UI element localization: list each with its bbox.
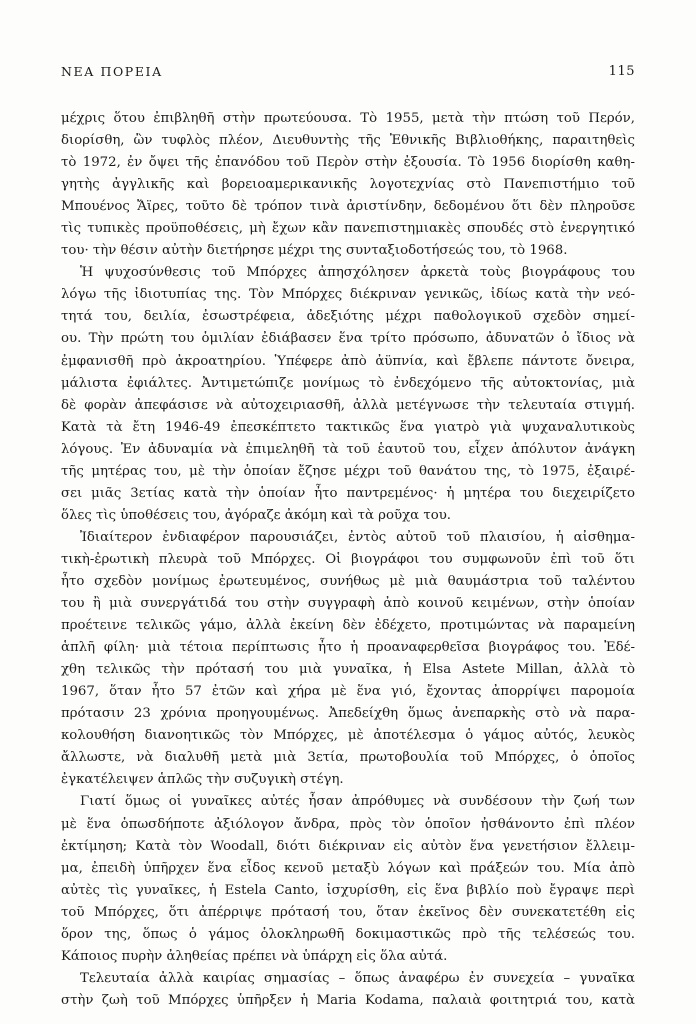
- text-line: ἁπλῆ φίλη· μιὰ τέτοια περίπτωσις ἦτο ἡ προαναφερθεῖσα βιογράφος του. Ἐδέ-: [61, 640, 635, 656]
- text-line: του· τὴν θέσιν αὐτὴν διετήρησε μέχρι της συνταξιοδοτήσεώς του, τὸ 1968.: [61, 243, 568, 259]
- text-line: ἐμφανισθῆ πρὸ ἀκροατηρίου. Ὑπέφερε ἀπὸ ἀϋπνία, καὶ ἔβλεπε πάντοτε ὄνειρα,: [61, 353, 635, 369]
- text-line: στὴν ζωὴ τοῦ Μπόρχες ὑπῆρξεν ἡ Maria Kodama, παλαιὰ φοιτητριά του, κατὰ: [61, 992, 635, 1008]
- text-line: τοῦ Μπόρχες, ὅτι ἀπέρριψε πρότασή του, ὅταν ἐκεῖνος δὲν συνεκατετέθη εἰς: [61, 904, 635, 920]
- text-line: αὐτὲς τὶς γυναῖκες, ἡ Estela Canto, ἰσχυρίσθη, εἰς ἕνα βιβλίο ποὺ ἔγραψε περὶ: [61, 882, 635, 898]
- text-line: δὲ φορὰν ἀπεφάσισε νὰ αὐτοχειριασθῆ, ἀλλὰ μετέγνωσε τὴν τελευταία στιγμή.: [61, 397, 635, 413]
- text-line: σει μιᾶς 3ετίας κατὰ τὴν ὁποίαν ἦτο παντρεμένος· ἡ μητέρα του διεχειρίζετο: [61, 485, 635, 501]
- text-line: Κατὰ τὰ ἔτη 1946-49 ἐπεσκέπτετο τακτικῶς ἕνα γιατρὸ γιὰ ψυχαναλυτικοὺς: [61, 419, 635, 435]
- text-line: ου. Τὴν πρώτη του ὁμιλίαν ἐδιάβασεν ἕνα τρίτο πρόσωπο, ἀδυνατῶν ὁ ἴδιος νὰ: [61, 331, 635, 347]
- text-line: ἐκτίμηση; Κατὰ τὸν Woodall, διότι διέκριναν εἰς αὐτὸν ἕνα γενετήσιον ἔλλειμ-: [61, 838, 635, 854]
- text-line: μάλιστα ἐφιάλτες. Ἀντιμετώπιζε μονίμως τὸ ἐνδεχόμενο τῆς αὐτοκτονίας, μιὰ: [61, 375, 635, 391]
- text-line: ἐγκατέλειψεν ἁπλῶς τὴν συζυγικὴ στέγη.: [61, 772, 344, 788]
- text-line: προέτεινε τελικῶς γάμο, ἀλλὰ ἐκείνη δὲν ἐδέχετο, προτιμώντας νὰ παραμείνη: [61, 618, 635, 634]
- text-line: Κάποιος πυρὴν ἀληθείας πρέπει νὰ ὑπάρχη εἰς ὅλα αὐτά.: [61, 948, 448, 964]
- page-header: [61, 64, 635, 84]
- text-line: μὲ ἕνα ὁπωσδήποτε ἀξιόλογον ἄνδρα, πρὸς τὸν ὁποῖον ἠσθάνοντο ἐπὶ πλέον: [61, 816, 635, 832]
- text-line: μα, ἐπειδὴ ὑπῆρχεν ἕνα εἶδος κενοῦ μεταξὺ λόγων καὶ πράξεών του. Μία ἀπὸ: [61, 860, 635, 876]
- text-line: γητὴς ἀγγλικῆς καὶ βορειοαμερικανικῆς λογοτεχνίας στὸ Πανεπιστήμιο τοῦ: [61, 177, 635, 193]
- text-line: τὸ 1972, ἐν ὄψει τῆς ἐπανόδου τοῦ Περὸν στὴν ἐξουσία. Τὸ 1956 διορίσθη καθη-: [61, 155, 635, 171]
- text-line: διορίσθη, ὢν τυφλὸς πλέον, Διευθυντὴς τῆς Ἐθνικῆς Βιβλιοθήκης, παραιτηθεὶς: [61, 133, 635, 149]
- text-line: ὅλες τὶς ὑποθέσεις του, ἀγόραζε ἀκόμη καὶ τὰ ροῦχα του.: [61, 507, 452, 523]
- paragraph-first-line: Τελευταία ἀλλὰ καιρίας σημασίας – ὅπως ἀναφέρω ἐν συνεχεία – γυναῖκα: [80, 970, 635, 986]
- text-line: ἄλλωστε, νὰ διαλυθῆ μετὰ μιὰ 3ετία, πρωτοβουλία τοῦ Μπόρχες, ὁ ὁποῖος: [61, 750, 635, 766]
- text-line: τητά του, δειλία, ἐσωστρέφεια, ἀδεξιότης μέχρι παθολογικοῦ σχεδὸν σημεί-: [61, 309, 635, 325]
- text-line: του ἢ μιὰ συνεργάτιδά του στὴν συγγραφὴ ἀπὸ κοινοῦ κειμένων, στὴν ὁποίαν: [61, 596, 635, 612]
- text-line: ὅρον της, ὅπως ὁ γάμος ὁλοκληρωθῆ δοκιμαστικῶς πρὸ τῆς τελέσεώς του.: [61, 926, 635, 942]
- text-line: τῆς μητέρας του, μὲ τὴν ὁποίαν ἔζησε μέχρι τοῦ θανάτου της, τὸ 1975, ἐξαιρέ-: [61, 463, 635, 479]
- page-number: 115: [608, 64, 635, 79]
- running-head: ΝΕΑ ΠΟΡΕΙΑ: [61, 64, 163, 79]
- paragraph-first-line: Ἰδιαίτερον ἐνδιαφέρον παρουσιάζει, ἐντὸς αὐτοῦ τοῦ πλαισίου, ἡ αἰσθημα-: [80, 529, 635, 545]
- text-line: πρότασιν 23 χρόνια προηγουμένως. Ἀπεδείχθη ὅμως ἀνεπαρκὴς στὸ νὰ παρα-: [61, 706, 635, 722]
- text-line: χθη τελικῶς τὴν πρότασή του μιὰ γυναῖκα, ἡ Elsa Astete Millan, ἀλλὰ τὸ: [61, 662, 635, 678]
- text-line: ἦτο σχεδὸν μονίμως ἐρωτευμένος, συνήθως μὲ μιὰ θαυμάστρια τοῦ ταλέντου: [61, 573, 635, 589]
- text-line: Μπουένος Ἄϊρες, τοῦτο δὲ τρόπον τινὰ ἀριστίνδην, δεδομένου ὅτι δὲν πληροῦσε: [61, 199, 635, 215]
- paragraph-first-line: Γιατί ὅμως οἱ γυναῖκες αὐτές ἦσαν ἀπρόθυμες νὰ συνδέσουν τὴν ζωή των: [80, 794, 635, 810]
- text-line: λόγω τῆς ἰδιοτυπίας της. Τὸν Μπόρχες διέκριναν γενικῶς, ἰδίως κατὰ τὴν νεό-: [61, 287, 635, 303]
- text-line: κολουθήση διανοητικῶς τὸν Μπόρχες, μὲ ἀποτέλεσμα ὁ γάμος αὐτός, λευκὸς: [61, 728, 635, 744]
- body-text: [61, 108, 635, 1012]
- text-line: τικὴ-ἐρωτικὴ πλευρὰ τοῦ Μπόρχες. Οἱ βιογράφοι του συμφωνοῦν ἐπὶ τοῦ ὅτι: [61, 551, 635, 567]
- paragraph-first-line: Ἡ ψυχοσύνθεσις τοῦ Μπόρχες ἀπησχόλησεν ἀρκετὰ τοὺς βιογράφους του: [80, 265, 635, 281]
- text-line: λόγους. Ἐν ἀδυναμία νὰ ἐπιμεληθῆ τὰ τοῦ ἑαυτοῦ του, εἶχεν ἀπόλυτον ἀνάγκη: [61, 441, 635, 457]
- text-line: μέχρις ὅτου ἐπιβληθῆ στὴν πρωτεύουσα. Τὸ 1955, μετὰ τὴν πτώση τοῦ Περόν,: [61, 111, 635, 126]
- text-line: 1967, ὅταν ἦτο 57 ἐτῶν καὶ χήρα μὲ ἕνα γιό, ἔχοντας ἀπορρίψει παρομοία: [61, 684, 635, 700]
- text-line: τὶς τυπικὲς προϋποθέσεις, μὴ ἔχων κἂν πανεπιστημιακὲς σπουδές στὸ ἐνεργητικό: [61, 221, 635, 237]
